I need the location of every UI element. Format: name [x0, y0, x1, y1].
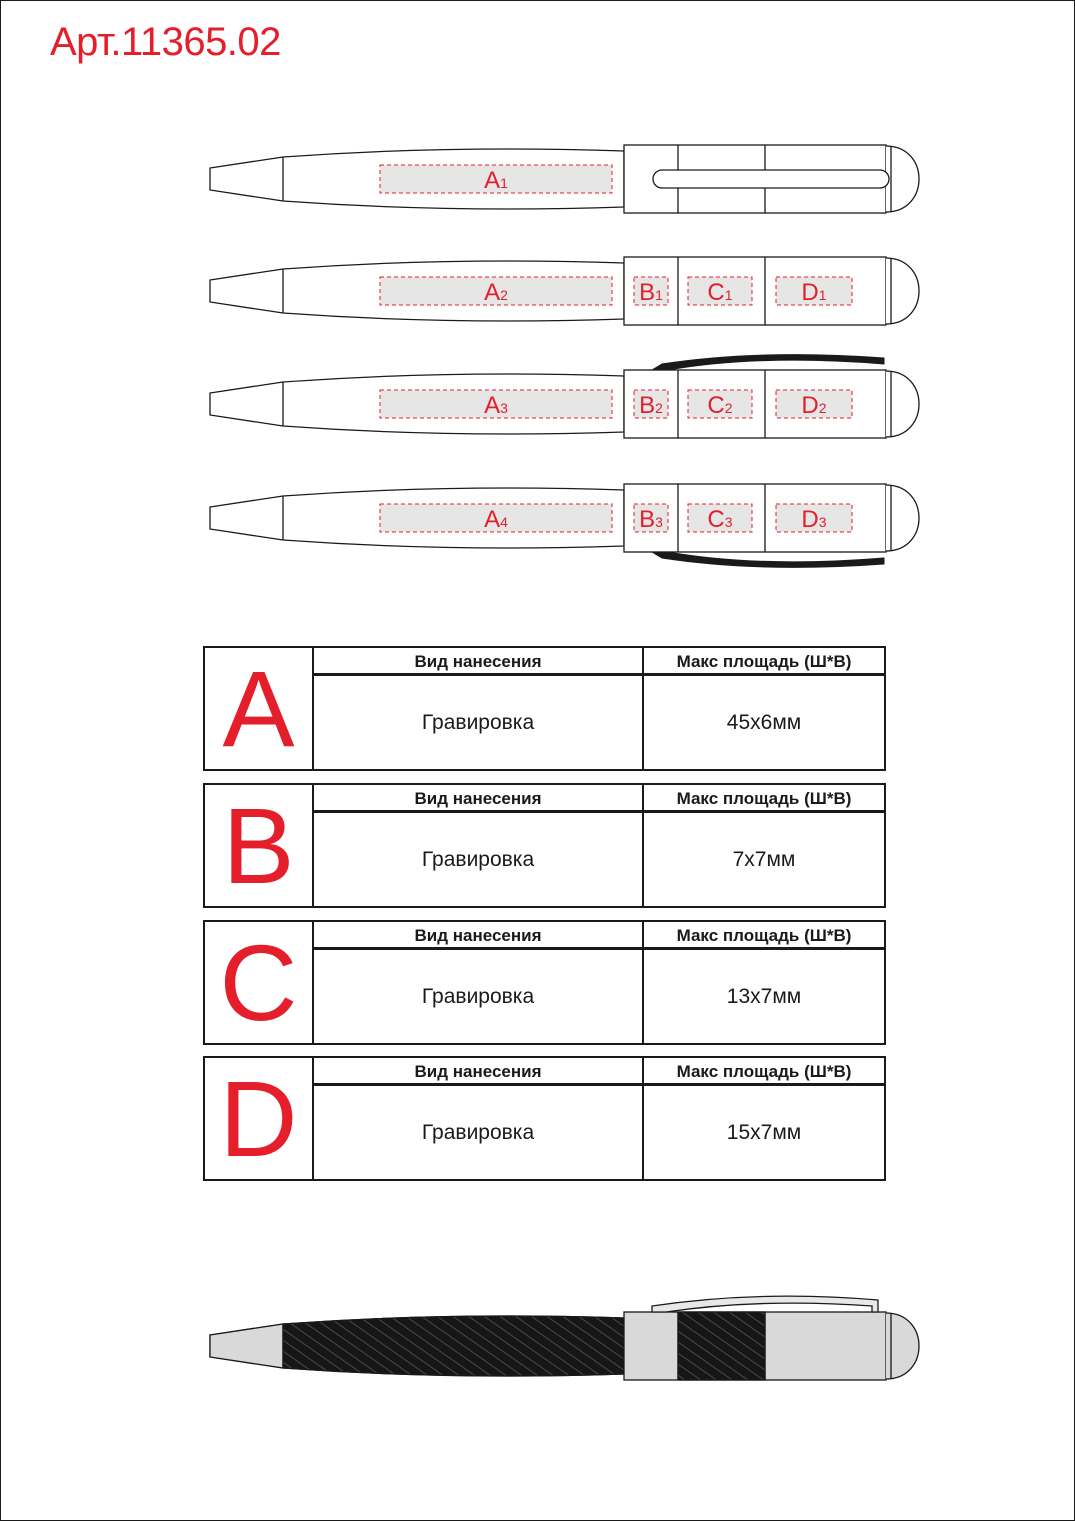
method-value: Гравировка: [314, 813, 644, 906]
area-header: Макс площадь (Ш*В): [644, 648, 884, 676]
area-header: Макс площадь (Ш*В): [644, 785, 884, 813]
pen: [210, 355, 919, 438]
zone-letter: D: [219, 1058, 298, 1179]
pen: [210, 257, 919, 325]
print-zone-label: C1: [707, 279, 733, 306]
zone-letter: A: [222, 648, 295, 769]
zone-letter-cell: [205, 1058, 314, 1179]
print-zone-label: D2: [801, 392, 827, 419]
print-zone-label: C2: [707, 392, 733, 419]
print-zone-label: B3: [639, 506, 663, 533]
print-zone-label: A2: [484, 279, 508, 306]
method-header: Вид нанесения: [314, 922, 644, 950]
print-zone-label: A3: [484, 392, 508, 419]
area-header: Макс площадь (Ш*В): [644, 1058, 884, 1086]
method-value: Гравировка: [314, 950, 644, 1043]
pen-carbon-barrel: [283, 1316, 624, 1376]
pen-tip: [210, 1324, 283, 1368]
pen-clip: [652, 1296, 878, 1312]
spec-table-a: [203, 646, 886, 771]
print-zone-label: D1: [801, 279, 827, 306]
spec-table-b: [203, 783, 886, 908]
method-header: Вид нанесения: [314, 1058, 644, 1086]
spec-table-c: [203, 920, 886, 1045]
pen: [210, 1296, 919, 1380]
pen: [210, 145, 919, 213]
pen-clip: [652, 355, 884, 370]
zone-letter: B: [222, 785, 295, 906]
print-zone-label: C3: [707, 506, 733, 533]
print-zone-label: B2: [639, 392, 663, 419]
zone-letter-cell: [205, 648, 314, 769]
pen-clip: [653, 170, 889, 188]
print-zone-label: D3: [801, 506, 827, 533]
zone-letter-cell: [205, 922, 314, 1043]
print-zone-label: A1: [484, 167, 508, 194]
area-value: 7х7мм: [732, 847, 796, 871]
method-header: Вид нанесения: [314, 648, 644, 676]
method-value: Гравировка: [314, 1086, 644, 1179]
print-zone-label: B1: [639, 279, 663, 306]
pen-cap-carbon-band: [678, 1312, 765, 1380]
area-value: 45х6мм: [726, 710, 802, 734]
zone-letter: C: [219, 922, 298, 1043]
area-value: 13х7мм: [726, 984, 802, 1008]
article-title: Арт.11365.02: [50, 20, 281, 64]
zone-letter-cell: [205, 785, 314, 906]
area-value: 15х7мм: [726, 1120, 802, 1144]
print-zone-label: A4: [484, 506, 508, 533]
method-value: Гравировка: [314, 676, 644, 769]
pen: [210, 484, 919, 567]
area-header: Макс площадь (Ш*В): [644, 922, 884, 950]
pen-clip: [652, 552, 884, 567]
spec-table-d: [203, 1056, 886, 1181]
method-header: Вид нанесения: [314, 785, 644, 813]
